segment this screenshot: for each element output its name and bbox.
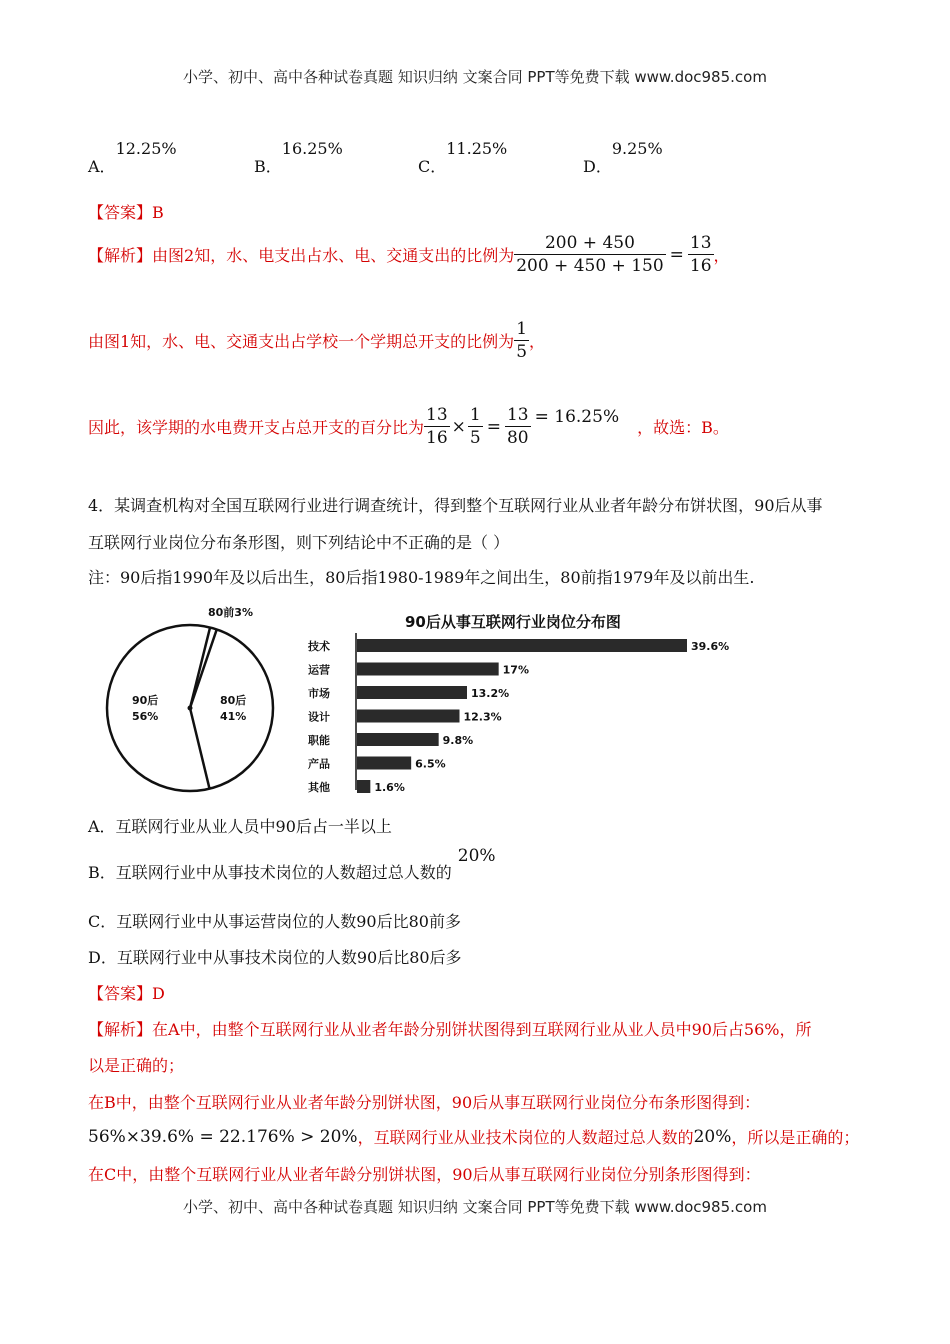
- page-header: 小学、初中、高中各种试卷真题 知识归纳 文案合同 PPT等免费下载 www.doc985.com: [183, 68, 767, 86]
- page-footer: 小学、初中、高中各种试卷真题 知识归纳 文案合同 PPT等免费下载 www.doc985.com: [183, 1198, 767, 1216]
- equals-sign: =: [669, 244, 684, 265]
- denominator: 16: [426, 428, 448, 448]
- option-text: B．互联网行业中从事技术岗位的人数超过总人数的: [88, 863, 452, 882]
- q4-stem-line2: 互联网行业岗位分布条形图，则下列结论中不正确的是（ ）: [88, 533, 510, 552]
- bar-category-label: 技术: [308, 640, 330, 653]
- q3-analysis-line2: [88, 318, 545, 363]
- analysis-math: 56%×39.6% = 22.176% > 20%: [88, 1126, 358, 1147]
- bar: [357, 710, 460, 723]
- option-label: A．: [88, 157, 116, 176]
- equals-sign: =: [486, 416, 501, 437]
- option-math: 20%: [457, 846, 496, 866]
- bar: [357, 780, 370, 793]
- fraction: [514, 318, 529, 363]
- analysis-tag: 【解析】: [88, 246, 153, 265]
- q4-analysis-c1: 在C中，由整个互联网行业从业者年龄分别饼状图，90后从事互联网行业岗位分别条形图得到：: [88, 1165, 761, 1184]
- option-label: D．: [583, 157, 612, 176]
- pie-label-90-value: 56%: [132, 710, 159, 723]
- numerator: 13: [506, 405, 529, 425]
- age-pie-chart: [100, 600, 300, 800]
- denominator: 16: [689, 256, 712, 276]
- fraction: [424, 404, 450, 449]
- pie-label-pre80: 80前3%: [208, 606, 253, 619]
- numerator: 200 + 450: [544, 233, 635, 253]
- pie-label-80: 80后: [220, 694, 247, 707]
- bar-value-label: 39.6%: [691, 640, 730, 653]
- denominator: 5: [516, 342, 528, 362]
- numerator: 1: [469, 405, 481, 425]
- q4-option-d: D．互联网行业中从事技术岗位的人数90后比80后多: [88, 948, 462, 967]
- bar-category-label: 运营: [308, 663, 330, 677]
- pie-label-80-value: 41%: [220, 710, 247, 723]
- bar-value-label: 1.6%: [374, 781, 405, 794]
- option-value: 11.25%: [446, 139, 508, 158]
- analysis-math: 20%: [693, 1126, 732, 1147]
- bar-category-label: 设计: [308, 710, 330, 724]
- fraction: [514, 232, 665, 277]
- q4-option-b: [88, 846, 496, 883]
- bar-value-label: 6.5%: [415, 757, 446, 771]
- punctuation: ，: [529, 332, 546, 351]
- analysis-tag: 【解析】: [88, 1020, 153, 1039]
- option-label: C．: [418, 157, 447, 176]
- q4-analysis-a1: [88, 1017, 812, 1040]
- option-value: 9.25%: [611, 139, 663, 158]
- bar: [357, 757, 411, 770]
- fraction: [505, 404, 531, 449]
- result: = 16.25%: [534, 406, 620, 427]
- q3-analysis-line1: [88, 232, 730, 277]
- q4-analysis-a2: 以是正确的；: [88, 1056, 185, 1075]
- analysis-text: ，所以是正确的；: [731, 1128, 860, 1147]
- pie-center-dot: [188, 706, 193, 711]
- option-value: 16.25%: [281, 139, 343, 158]
- q4-answer: 【答案】D: [88, 984, 165, 1003]
- analysis-text: 由图1知，水、电、交通支出占学校一个学期总开支的比例为: [88, 332, 515, 351]
- denominator: 5: [469, 428, 481, 448]
- bar: [357, 686, 467, 699]
- pie-slice-boundary: [190, 708, 210, 789]
- q4-analysis-b1: 在B中，由整个互联网行业从业者年龄分别饼状图，90后从事互联网行业岗位分布条形图得到：: [88, 1093, 761, 1112]
- pie-slice-boundary: [190, 629, 217, 708]
- bar-category-label: 市场: [308, 687, 330, 700]
- numerator: 13: [426, 405, 448, 425]
- option-label: B．: [254, 157, 282, 176]
- analysis-text: 因此，该学期的水电费开支占总开支的百分比为: [88, 418, 425, 437]
- numerator: 1: [516, 319, 528, 339]
- bar-value-label: 17%: [502, 663, 530, 677]
- q3-option-c: [418, 136, 508, 176]
- denominator: 80: [506, 428, 529, 448]
- q3-option-d: [583, 136, 663, 176]
- q3-answer: 【答案】B: [88, 203, 164, 222]
- bar-value-label: 9.8%: [442, 734, 474, 747]
- q4-option-c: C．互联网行业中从事运营岗位的人数90后比80前多: [88, 912, 461, 931]
- bar-category-label: 职能: [308, 734, 330, 747]
- bar-chart-title: 90后从事互联网行业岗位分布图: [405, 613, 621, 631]
- bar: [357, 639, 687, 652]
- position-bar-chart: [300, 605, 750, 795]
- times-sign: ×: [451, 416, 466, 437]
- q3-option-a: [88, 136, 177, 176]
- bar-value-label: 13.2%: [471, 687, 510, 700]
- analysis-text: 由图2知，水、电支出占水、电、交通支出的比例为: [152, 246, 515, 265]
- bar: [357, 733, 439, 746]
- pie-label-90: 90后: [132, 694, 159, 707]
- fraction: [688, 232, 714, 277]
- bar: [357, 663, 499, 676]
- bar-category-label: 其他: [308, 781, 330, 794]
- bar-value-label: 12.3%: [463, 710, 502, 724]
- analysis-text: ，互联网行业从业技术岗位的人数超过总人数的: [357, 1128, 694, 1147]
- punctuation: ，: [713, 246, 730, 265]
- q3-option-b: [254, 136, 343, 176]
- option-value: 12.25%: [115, 139, 177, 158]
- analysis-text: 在A中，由整个互联网行业从业者年龄分别饼状图得到互联网行业从业人员中90后占56%，所: [152, 1020, 812, 1039]
- analysis-text: ，故选：B。: [637, 418, 729, 437]
- q3-analysis-line3: [88, 404, 729, 449]
- q4-stem-line1: 4．某调查机构对全国互联网行业进行调查统计，得到整个互联网行业从业者年龄分布饼状图，90后从事: [88, 496, 823, 515]
- fraction: [468, 404, 483, 449]
- numerator: 13: [689, 233, 712, 253]
- q4-option-a: A．互联网行业从业人员中90后占一半以上: [88, 817, 392, 836]
- bar-category-label: 产品: [308, 757, 330, 771]
- denominator: 200 + 450 + 150: [516, 256, 664, 276]
- q4-analysis-b2: [88, 1125, 859, 1148]
- q4-note: 注：90后指1990年及以后出生，80后指1980-1989年之间出生，80前指1979年及以前出生.: [88, 568, 755, 587]
